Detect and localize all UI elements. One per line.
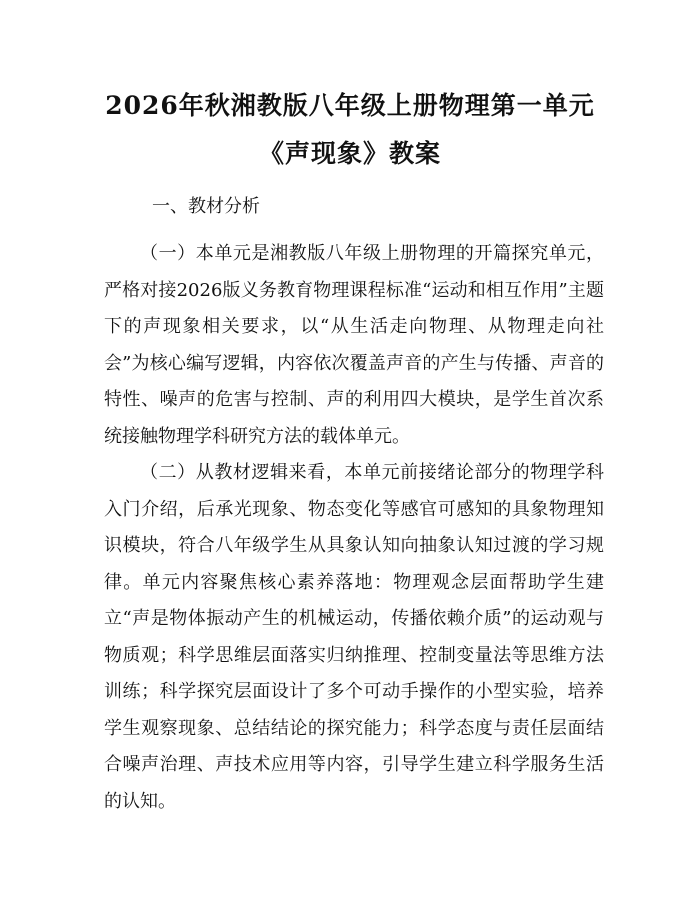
- document-title-line-2: 《声现象》教案: [258, 139, 441, 168]
- paragraph-1: （一）本单元是湘教版八年级上册物理的开篇探究单元，严格对接2026版义务教育物理课程标准“运动和相互作用”主题下的声现象相关要求，以“从生活走向物理、从物理走向社会”为核心编写逻辑，内容依次覆盖声音的产生与传播、声音的特性、噪声的危害与控制、声的利用四大模块，是学生首次系统接触物理学科研究方法的载体单元。: [104, 243, 604, 447]
- section-heading: 一、教材分析: [152, 196, 260, 217]
- document-title-line-1: 2026年秋湘教版八年级上册物理第一单元: [105, 91, 595, 120]
- paragraph-2: （二）从教材逻辑来看，本单元前接绪论部分的物理学科入门介绍，后承光现象、物态变化等感官可感知的具象物理知识模块，符合八年级学生从具象认知向抽象认知过渡的学习规律。单元内容聚焦核心素养落地：物理观念层面帮助学生建立“声是物体振动产生的机械运动，传播依赖介质”的运动观与物质观；科学思维层面落实归纳推理、控制变量法等思维方法训练；科学探究层面设计了多个可动手操作的小型实验，培养学生观察现象、总结结论的探究能力；科学态度与责任层面结合噪声治理、声技术应用等内容，引导学生建立科学服务生活的认知。: [104, 462, 604, 812]
